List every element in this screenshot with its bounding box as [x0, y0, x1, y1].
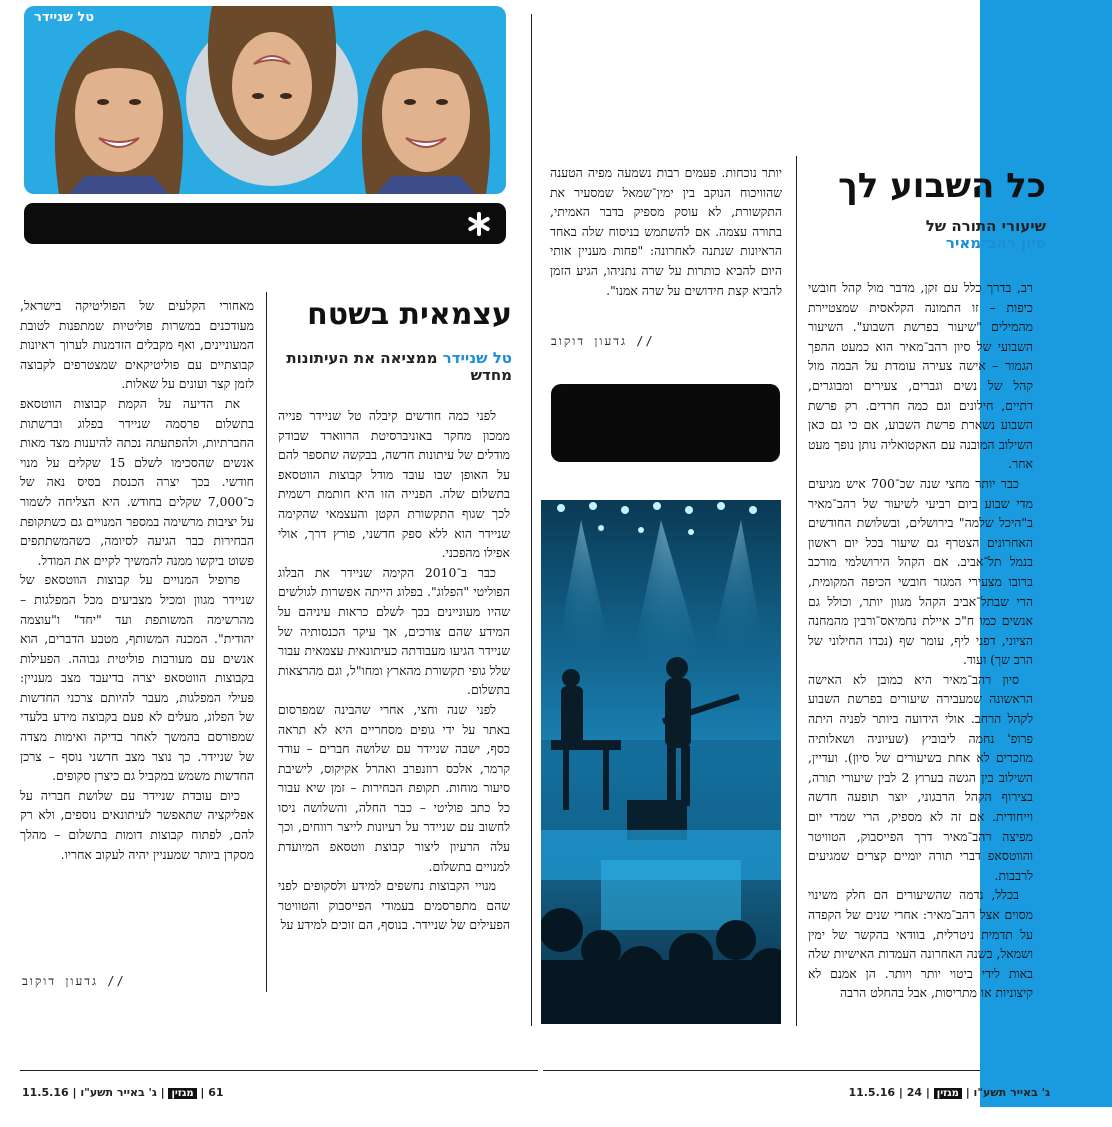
left-article-col2 — [20, 296, 254, 864]
paragraph: רב, בדרך כלל עם זקן, מדבר מול קהל חובשי כיפות – זו התמונה הקלאסית שמצטיירת מהמילים "שיעור בפרשת השבוע". השיעור השבועי של סיון רהב־מאיר הוא כמעט ההפך הגמור – אישה צעירה עומדת על הבמה מול קהל של נשים וגברים, צעירים ומבוגרים, דתיים, חילונים וגם כמה חרדים. רק פרשת השבוע נשארת פרשת השבוע, אם כי גם כאן השילוב המובנה עם האקטואליה נותן נופך מעט אחר. — [808, 280, 1033, 472]
column-divider — [796, 156, 797, 1026]
magazine-logo: מגזין — [934, 1088, 962, 1099]
paragraph: יותר נוכחות. פעמים רבות נשמעה מפיה הטענה שהוויכוח הנוקב בין ימין־שמאל שמסעיר את התקשורת, לא עוסק מספיק בדבר האמיתי, בתורה עצמה. אם להשתמש בניסוח שלה באחד הראיונות שנתנה לאחרונה: "פחות מעניין אותי היום להביא כותרות על שרה נתניהו, הגיע הזמן להביא קצת חידושים על שרה אמנו". — [550, 165, 782, 298]
byline: // גדעון דוקוב — [22, 974, 126, 988]
redacted-bar — [24, 203, 506, 244]
paragraph: לפני כמה חודשים קיבלה טל שניידר פנייה ממכון מחקר באוניברסיטת הרווארד שבודק מודלים של עיתונות חדשה, בבקשה שתספר להם על האופן שבו עובד מודל קבוצות הווטסאפ בתשלום שלה. הפנייה הזו היא חותמת רשמית לכך שגוף התקשורת הקטן והעצמאי שהקימה שניידר הוא ללא ספק חדשני, פורץ דרך, אולי אפילו מהפכני. — [278, 408, 510, 561]
paragraph: את הדיעה על הקמת קבוצות הווטסאפ בתשלום פרסמה שניידר בפלוג וברשתות החברתיות, ולהפתעתה נכתה להיענות מצד מאות אנשים שהסכימו לשלם 15 שקלים על מנוי חודשי. בכך יצרה הכנסת בסיס נאה של כ־7,000 שקלים בחודש. היא הצליחה לשמור על יציבות מרשימה במספר המנויים גם כשתקופת הבחירות כבר הגיעה לסיומה, כשהמשתתפים פשוט ביקשו ממנה להמשיך לקיים את המודל. — [20, 395, 254, 568]
page-number: 24 — [906, 1086, 923, 1099]
column-divider — [266, 292, 267, 992]
hebrew-date: ג' באייר תשע"ו — [80, 1086, 157, 1099]
paragraph: מאחורי הקלעים של הפוליטיקה בישראל, מעודכנים במשרות פוליטיות שמתפנות לטובת המעוניינים, ואף מקבלים הזדמנות לערוך ראיונות קבוצתיים עם פוליטיקאים שמצטרפים לקבוצה לזמן קצר ועונים על שאלות. — [20, 298, 254, 392]
redacted-box — [551, 384, 780, 462]
paragraph: כבר יותר מחצי שנה שכ־700 איש מגיעים מדי שבוע ביום רביעי לשיעור של רהב־מאיר ב"היכל שלמה" בירושלים, ובשלושת החודשים האחרונים הצטרף גם שיעור בכל יום ראשון בנמל תל־אביב. אם הקהל הירושלמי מורכב ברובו מצעירי המגזר חובשי הכיפה המקומית, הרי שבתל־אביב הקהל מגוון יותר, וכולל גם אנשים כמו ח"כ איילת נחמיאס־ורבין מהמחנה הציוני, דפני ליף, עומר שף (נכדו החילוני של הרב שך) ועוד. — [808, 475, 1033, 668]
face-image — [55, 30, 183, 194]
page-number: 61 — [208, 1086, 224, 1099]
paragraph: לפני שנה וחצי, אחרי שהבינה שמפרסום באתר על ידי גופים מסחריים היא לא תראה כסף, ישבה שניידר עם שלושה חברים – עודד קרמר, אלכס רוזנפרב ואהרל אקיקוס, לישיבת סיעור מוחות. תקופת הבחירות – זמן שיא עבור כל כתב פוליטי – כבר החלה, והשלושה ניסו לחשוב עם שניידר על רעיונות לייצר רווחים, וכך עלה הרעיון ליצור קבוצת ווטסאפ המיועדת למנויים בתשלום. — [278, 701, 510, 874]
paragraph: סיון רהב־מאיר היא כמובן לא האישה הראשונה שמעבירה שיעורים בפרשת השבוע לקהל הרחב. אולי הידועה ביותר לפניה היתה פרופ' נחמה ליבוביץ (שעיוניה ושאלותיה מוזכרים לא אחת בשיעורים של סיון). ועדיין, השילוב בין הגשה בערוץ 2 לבין שיעורי תורה, בצירוף הקהל הרבגוני, יוצר תופעה חדשה וייחודית. אם זה לא מספיק, הרי שמדי יום מפיצה רהב־מאיר דרך הפייסבוק, הטוויטר והווטסאפ דברי תורה יומיים קצרים שמגיעים לרבבות. — [808, 671, 1033, 883]
concert-photo — [541, 500, 781, 1024]
face-image — [362, 30, 490, 194]
column-divider — [531, 14, 532, 1026]
asterisk-decoration — [600, 0, 1112, 150]
right-article-title: כל השבוע לך — [838, 166, 1046, 206]
right-article-col2 — [550, 163, 782, 300]
paragraph: מנויי הקבוצות נחשפים למידע ולסקופים לפני שהם מתפרסמים בעמודי הפייסבוק והטוויטר הפעילים של שניידר. בנוסף, הם זוכים למידע על — [278, 878, 510, 933]
subtitle-name: טל שניידר — [442, 349, 512, 367]
date: 11.5.16 — [22, 1086, 69, 1099]
footer-left: 61 | מגזין | ג' באייר תשע"ו | 11.5.16 — [22, 1086, 224, 1099]
left-article-subtitle — [282, 350, 512, 384]
subtitle-line1: שיעורי התורה של — [925, 217, 1046, 235]
date: 11.5.16 — [848, 1086, 896, 1099]
face-image — [186, 6, 358, 186]
left-article-title: עצמאית בשטח — [307, 297, 512, 332]
footer-rule — [20, 1070, 538, 1071]
hebrew-date: ג' באייר תשע"ו — [973, 1086, 1050, 1099]
paragraph: כיום עובדת שניידר עם שלושת חבריה על אפליקציה שתאפשר לעיתונאים נוספים, ולא רק להם, לפתוח קבוצות דומות בתשלום – מהלך מסקרן ביותר שמעניין יהיה לעקוב אחריו. — [20, 787, 254, 862]
subtitle-rest: ממציאה את העיתונות מחדש — [286, 349, 512, 384]
left-article-col1 — [278, 406, 510, 935]
asterisk-icon — [466, 211, 492, 237]
footer-rule — [543, 1070, 980, 1071]
right-article-subtitle — [816, 218, 1046, 252]
photo-caption: טל שניידר — [34, 10, 95, 25]
paragraph: בכלל, נדמה שהשיעורים הם חלק משינוי מסוים אצל רהב־מאיר: אחרי שנים של הקפדה על תדמית ניטרלית, בוודאי בהקשר של ימין ושמאל, בשנה האחרונה העמדות האישיות שלה באות לידי ביטוי יותר ויותר. הן אמנם לא קיצוניות או מתריסות, אבל בהחלט הרבה — [808, 887, 1033, 1001]
magazine-logo: מגזין — [168, 1088, 196, 1099]
right-article-col1 — [808, 278, 1033, 1003]
byline: // גדעון דוקוב — [551, 334, 655, 348]
footer-right: 11.5.16 | ג' באייר תשע"ו | מגזין | 24 — [848, 1086, 1050, 1099]
subtitle-line2: סיון רהב־מאיר — [945, 234, 1046, 252]
author-photo — [24, 6, 506, 194]
paragraph: כבר ב־2010 הקימה שניידר את הבלוג הפוליטי "הפלוג". בפלוג הייתה אפשרות לגולשים שהיו מעוניינים בכך לשלם כראות עיניהם על המידע שהם צורכים, אך עיקר הכנסותיה של שניידר הגיעו מעבודתה כעיתונאית עצמאית עבור שלל גופי תקשורת מהארץ ומחו"ל, וגם מהרצאות בתשלום. — [278, 564, 510, 698]
paragraph: פרופיל המנויים על קבוצות הווטסאפ של שניידר מגוון ומכיל מצביעים מכל המפלגות – מהרשימה המשותפת ועד "יחד" ו"עוצמה יהודית". המכנה המשותף, מטבע הדברים, הוא אנשים עם מעורבות פוליטית גבוהה. הפעילות בקבוצות הווטסאפ יצרה בדיעבד מצב מעניין: פעילי המפלגות, מעבר להיותם צרכני החדשות של הפלוג, מעלים לא פעם בקבוצה מידע בלעדי שמפורסם בהמשך לאחר בדיקה ואימות מצדה של שניידר. כך נוצר מצב חדשני נוסף – צרכן החדשות משמש במקביל גם כיצרן סקופים. — [20, 572, 254, 784]
